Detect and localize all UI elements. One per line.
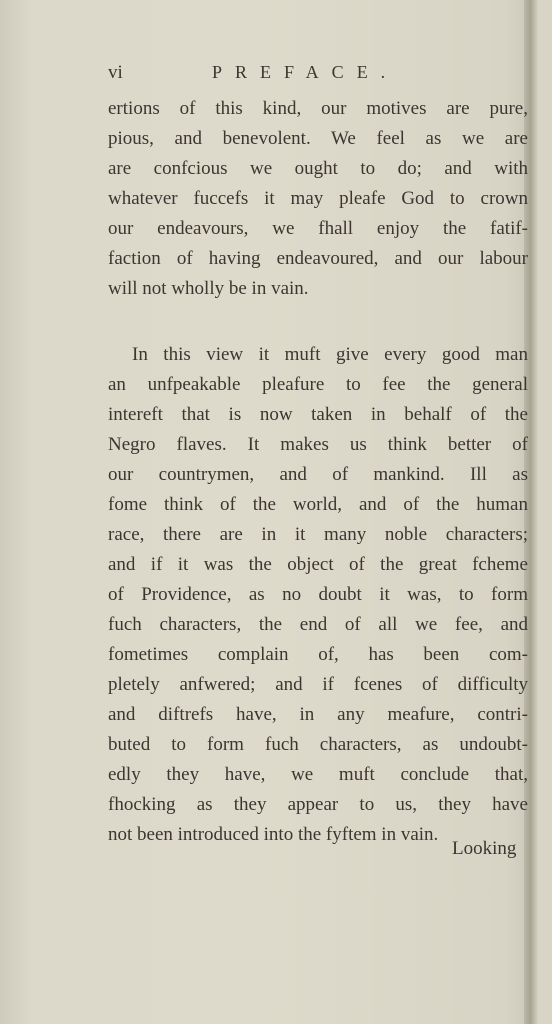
body-text: [108, 94, 528, 850]
text-line: fuch characters, the end of all we fee, and: [108, 614, 528, 635]
text-line: and if it was the object of the great fcheme: [108, 554, 528, 575]
text-line: and diftrefs have, in any meafure, contri-: [108, 704, 528, 725]
text-line: edly they have, we muft conclude that,: [108, 764, 528, 785]
text-line: race, there are in it many noble characters;: [108, 524, 528, 545]
text-line: pious, and benevolent. We feel as we are: [108, 128, 528, 149]
text-line: our countrymen, and of mankind. Ill as: [108, 464, 528, 485]
text-line: of Providence, as no doubt it was, to form: [108, 584, 528, 605]
catchword: Looking: [452, 838, 517, 859]
paragraph-2: [108, 340, 528, 850]
text-line: fometimes complain of, has been com-: [108, 644, 528, 665]
text-line: In this view it muft give every good man: [132, 344, 528, 365]
text-line: our endeavours, we fhall enjoy the fatif-: [108, 218, 528, 239]
text-line: will not wholly be in vain.: [108, 278, 309, 299]
text-line: faction of having endeavoured, and our labour: [108, 248, 528, 269]
text-line: ertions of this kind, our motives are pure,: [108, 98, 528, 119]
running-head: PREFACE.: [212, 62, 399, 82]
text-line: whatever fuccefs it may pleafe God to crown: [108, 188, 528, 209]
text-line: not been introduced into the fyftem in vain.: [108, 824, 439, 845]
text-line: an unfpeakable pleafure to fee the general: [108, 374, 528, 395]
page-header: [108, 62, 528, 88]
text-line: are confcious we ought to do; and with: [108, 158, 528, 179]
paragraph-gap: [108, 304, 528, 340]
text-line: fome think of the world, and of the human: [108, 494, 528, 515]
text-line: buted to form fuch characters, as undoubt-: [108, 734, 528, 755]
paragraph-1: [108, 94, 528, 304]
text-line: intereft that is now taken in behalf of the: [108, 404, 528, 425]
text-line: fhocking as they appear to us, they have: [108, 794, 528, 815]
text-line: pletely anfwered; and if fcenes of difficulty: [108, 674, 528, 695]
text-line: Negro flaves. It makes us think better of: [108, 434, 528, 455]
page-number: vi: [108, 62, 123, 83]
